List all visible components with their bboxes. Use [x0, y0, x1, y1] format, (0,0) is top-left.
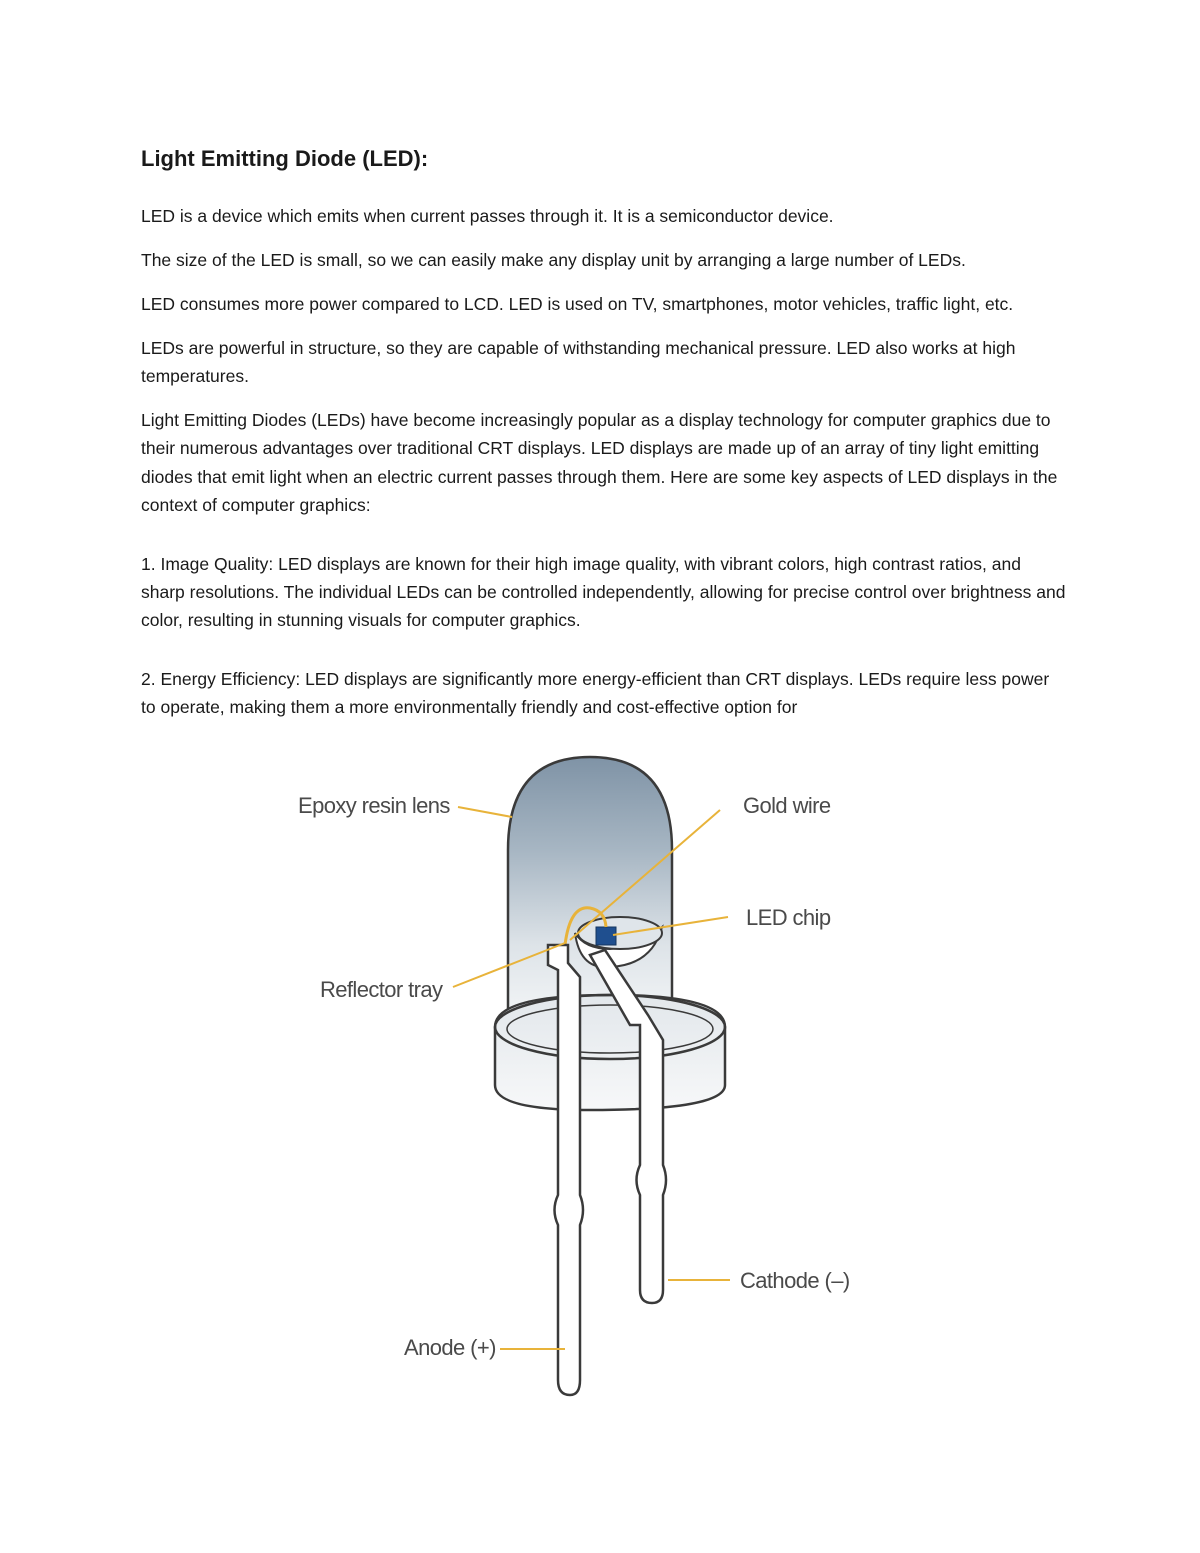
- paragraph: Light Emitting Diodes (LEDs) have become increasingly popular as a display technology for computer graphics due to their numerous advantages over traditional CRT displays. LED displays are made up of an array of tiny light emitting diodes that emit light when an electric current passes through them. Here are some key aspects of LED displays in the context of computer graphics:: [141, 410, 1058, 516]
- list-item: 2. Energy Efficiency: LED displays are significantly more energy-efficient than CRT displays. LEDs require less power to operate, making them a more environmentally friendly and cost-effective option for: [141, 668, 1050, 718]
- reflector-tray-label: Reflector tray: [320, 977, 443, 1002]
- epoxy-label: Epoxy resin lens: [298, 793, 450, 818]
- led-diagram: [280, 755, 880, 1405]
- epoxy-lens-shape: [508, 757, 672, 1025]
- list-item: 1. Image Quality: LED displays are known for their high image quality, with vibrant colors, high contrast ratios, and sharp resolutions. The individual LEDs can be controlled independently, allowing for precise control over brightness and color, resulting in stunning visuals for computer graphics.: [141, 553, 1066, 631]
- paragraph: LED is a device which emits when current passes through it. It is a semiconductor device.: [141, 206, 834, 226]
- anode-label: Anode (+): [404, 1335, 496, 1360]
- led-chip-label: LED chip: [746, 905, 831, 930]
- paragraph: The size of the LED is small, so we can easily make any display unit by arranging a large number of LEDs.: [141, 249, 966, 270]
- cathode-label: Cathode (–): [740, 1268, 850, 1293]
- page-title: Light Emitting Diode (LED):: [141, 146, 429, 171]
- document-body: [141, 140, 1066, 737]
- paragraph: LED consumes more power compared to LCD. LED is used on TV, smartphones, motor vehicles, traffic light, etc.: [141, 293, 1014, 314]
- led-chip-shape: [596, 927, 616, 945]
- paragraph: LEDs are powerful in structure, so they are capable of withstanding mechanical pressure. LED also works at high temperatures.: [141, 337, 1016, 387]
- led-diagram-svg: [280, 755, 880, 1405]
- gold-wire-label: Gold wire: [743, 793, 831, 818]
